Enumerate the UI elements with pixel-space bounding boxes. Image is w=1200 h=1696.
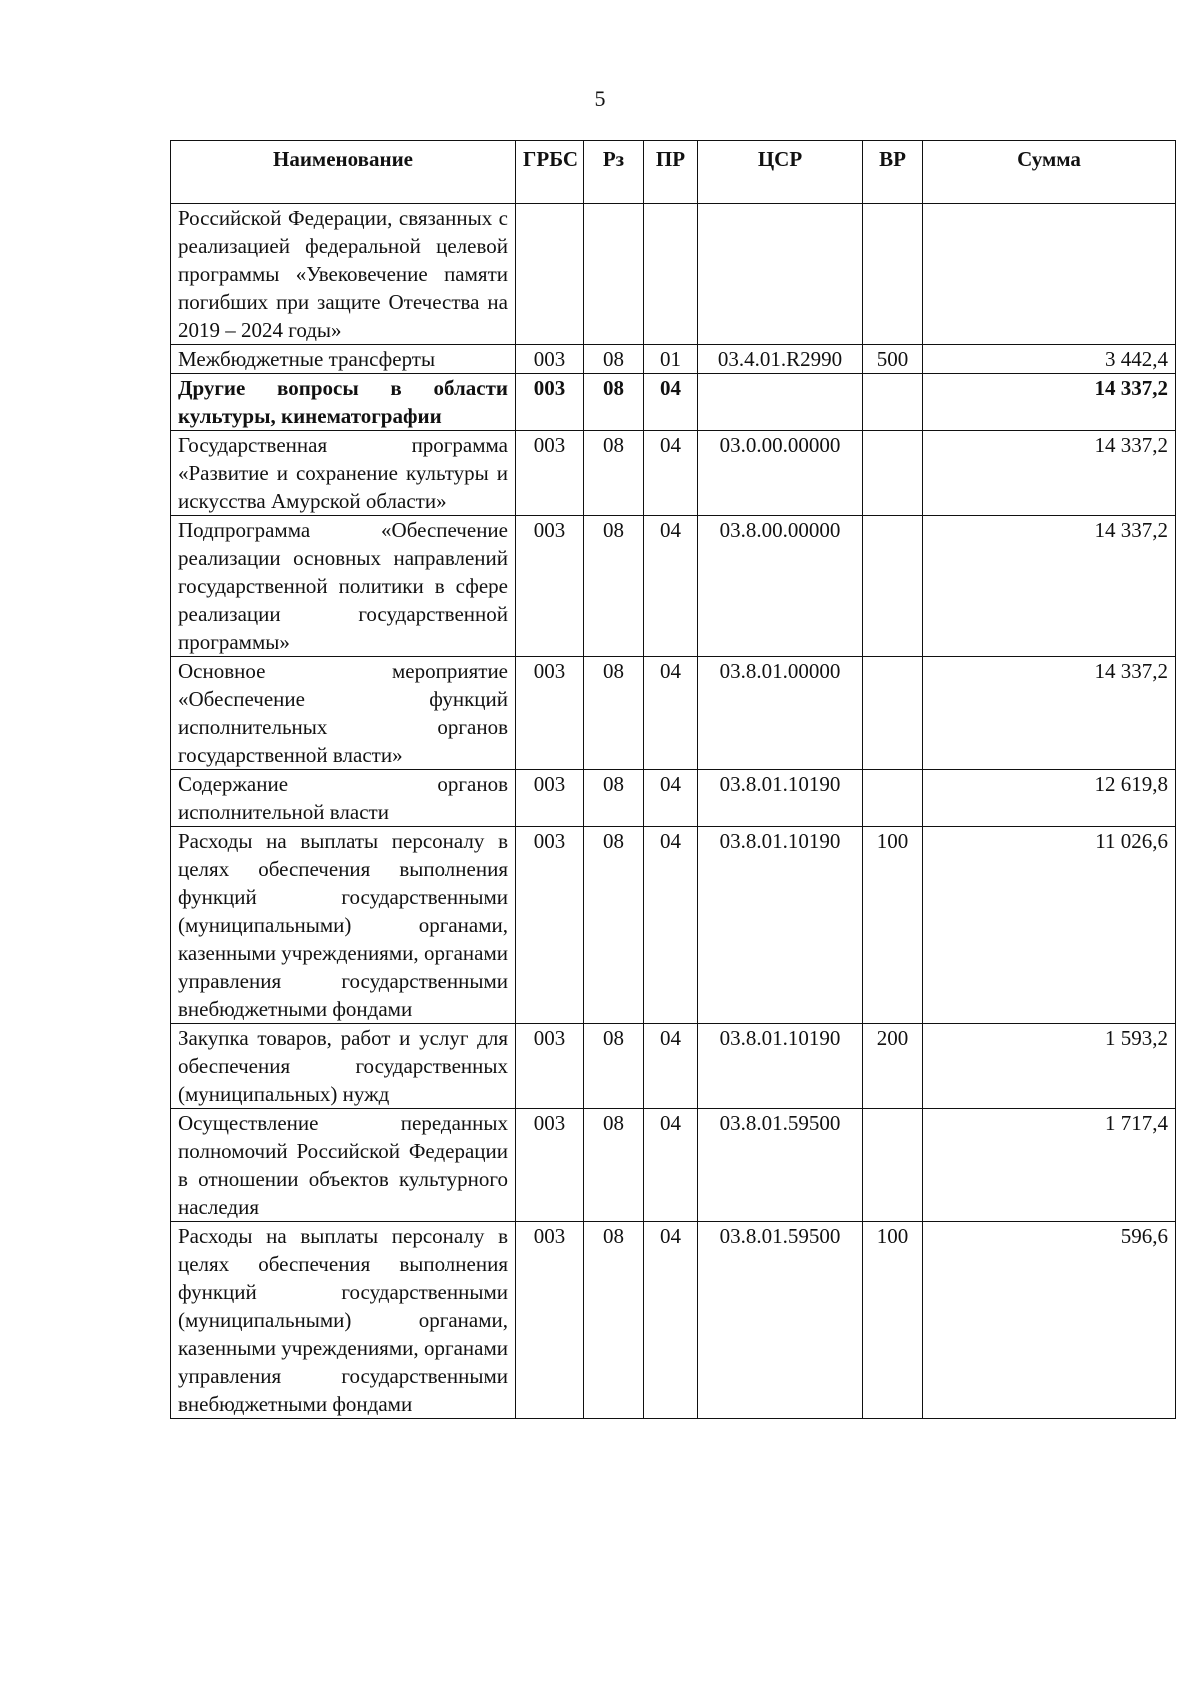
cell-rz: 08 <box>584 1024 644 1109</box>
cell-name: Закупка товаров, работ и услуг для обеспечения государственных (муниципальных) нужд <box>171 1024 516 1109</box>
cell-grbs: 003 <box>516 516 584 657</box>
cell-pr: 04 <box>644 770 698 827</box>
table-row <box>171 431 1176 516</box>
table-row <box>171 1222 1176 1419</box>
cell-rz: 08 <box>584 657 644 770</box>
cell-pr: 04 <box>644 431 698 516</box>
cell-pr <box>644 204 698 345</box>
cell-sum: 1 717,4 <box>923 1109 1176 1222</box>
header-grbs: ГРБС <box>516 141 584 204</box>
cell-csr <box>698 374 863 431</box>
cell-vr: 100 <box>863 827 923 1024</box>
table-row <box>171 827 1176 1024</box>
cell-grbs: 003 <box>516 657 584 770</box>
cell-sum: 14 337,2 <box>923 374 1176 431</box>
cell-csr: 03.0.00.00000 <box>698 431 863 516</box>
cell-csr: 03.8.01.10190 <box>698 1024 863 1109</box>
cell-vr <box>863 657 923 770</box>
cell-csr: 03.8.01.00000 <box>698 657 863 770</box>
cell-vr <box>863 374 923 431</box>
cell-vr <box>863 1109 923 1222</box>
cell-vr: 500 <box>863 345 923 374</box>
cell-sum: 12 619,8 <box>923 770 1176 827</box>
cell-grbs: 003 <box>516 770 584 827</box>
cell-rz: 08 <box>584 1222 644 1419</box>
cell-rz: 08 <box>584 345 644 374</box>
cell-name: Подпрограмма «Обеспечение реализации основных направлений государственной политики в сфере реализации государственной программы» <box>171 516 516 657</box>
cell-pr: 04 <box>644 827 698 1024</box>
cell-vr <box>863 770 923 827</box>
cell-sum: 596,6 <box>923 1222 1176 1419</box>
cell-rz: 08 <box>584 770 644 827</box>
cell-vr <box>863 431 923 516</box>
cell-pr: 04 <box>644 1109 698 1222</box>
cell-name: Расходы на выплаты персоналу в целях обеспечения выполнения функций государственными (муниципальными) органами, казенными учреждениями, органами управления государственными внебюджетными фондами <box>171 827 516 1024</box>
table-row <box>171 516 1176 657</box>
cell-grbs: 003 <box>516 374 584 431</box>
cell-name: Другие вопросы в области культуры, кинематографии <box>171 374 516 431</box>
cell-rz: 08 <box>584 1109 644 1222</box>
cell-rz: 08 <box>584 431 644 516</box>
page-number: 5 <box>594 86 606 111</box>
cell-name: Государственная программа «Развитие и сохранение культуры и искусства Амурской области» <box>171 431 516 516</box>
cell-name: Осуществление переданных полномочий Российской Федерации в отношении объектов культурного наследия <box>171 1109 516 1222</box>
cell-grbs <box>516 204 584 345</box>
cell-vr: 100 <box>863 1222 923 1419</box>
cell-sum: 14 337,2 <box>923 657 1176 770</box>
cell-pr: 04 <box>644 1222 698 1419</box>
cell-name: Содержание органов исполнительной власти <box>171 770 516 827</box>
table-row <box>171 770 1176 827</box>
cell-rz: 08 <box>584 516 644 657</box>
cell-grbs: 003 <box>516 827 584 1024</box>
cell-grbs: 003 <box>516 1024 584 1109</box>
header-csr: ЦСР <box>698 141 863 204</box>
cell-grbs: 003 <box>516 1222 584 1419</box>
cell-sum: 11 026,6 <box>923 827 1176 1024</box>
cell-sum: 14 337,2 <box>923 516 1176 657</box>
cell-vr: 200 <box>863 1024 923 1109</box>
table-row <box>171 1109 1176 1222</box>
cell-pr: 04 <box>644 516 698 657</box>
header-sum: Сумма <box>923 141 1176 204</box>
cell-csr: 03.8.01.10190 <box>698 770 863 827</box>
cell-csr <box>698 204 863 345</box>
cell-name: Расходы на выплаты персоналу в целях обеспечения выполнения функций государственными (муниципальными) органами, казенными учреждениями, органами управления государственными внебюджетными фондами <box>171 1222 516 1419</box>
cell-csr: 03.8.00.00000 <box>698 516 863 657</box>
cell-grbs: 003 <box>516 431 584 516</box>
cell-name: Основное мероприятие «Обеспечение функций исполнительных органов государственной власти» <box>171 657 516 770</box>
table-row <box>171 1024 1176 1109</box>
cell-sum <box>923 204 1176 345</box>
cell-pr: 04 <box>644 657 698 770</box>
table-row <box>171 204 1176 345</box>
cell-sum: 14 337,2 <box>923 431 1176 516</box>
table-row <box>171 657 1176 770</box>
cell-csr: 03.4.01.R2990 <box>698 345 863 374</box>
cell-rz: 08 <box>584 827 644 1024</box>
cell-sum: 1 593,2 <box>923 1024 1176 1109</box>
cell-pr: 04 <box>644 1024 698 1109</box>
cell-grbs: 003 <box>516 1109 584 1222</box>
cell-rz: 08 <box>584 374 644 431</box>
cell-csr: 03.8.01.59500 <box>698 1222 863 1419</box>
table-header-row <box>171 141 1176 204</box>
table-row <box>171 345 1176 374</box>
cell-name: Российской Федерации, связанных с реализацией федеральной целевой программы «Увековечение памяти погибших при защите Отечества на 2019 – 2024 годы» <box>171 204 516 345</box>
header-rz: Рз <box>584 141 644 204</box>
header-vr: ВР <box>863 141 923 204</box>
cell-grbs: 003 <box>516 345 584 374</box>
cell-rz <box>584 204 644 345</box>
budget-table <box>170 140 1176 1419</box>
cell-name: Межбюджетные трансферты <box>171 345 516 374</box>
cell-pr: 04 <box>644 374 698 431</box>
cell-sum: 3 442,4 <box>923 345 1176 374</box>
table-row <box>171 374 1176 431</box>
header-pr: ПР <box>644 141 698 204</box>
cell-vr <box>863 204 923 345</box>
cell-csr: 03.8.01.59500 <box>698 1109 863 1222</box>
cell-vr <box>863 516 923 657</box>
cell-csr: 03.8.01.10190 <box>698 827 863 1024</box>
header-name: Наименование <box>171 141 516 204</box>
cell-pr: 01 <box>644 345 698 374</box>
